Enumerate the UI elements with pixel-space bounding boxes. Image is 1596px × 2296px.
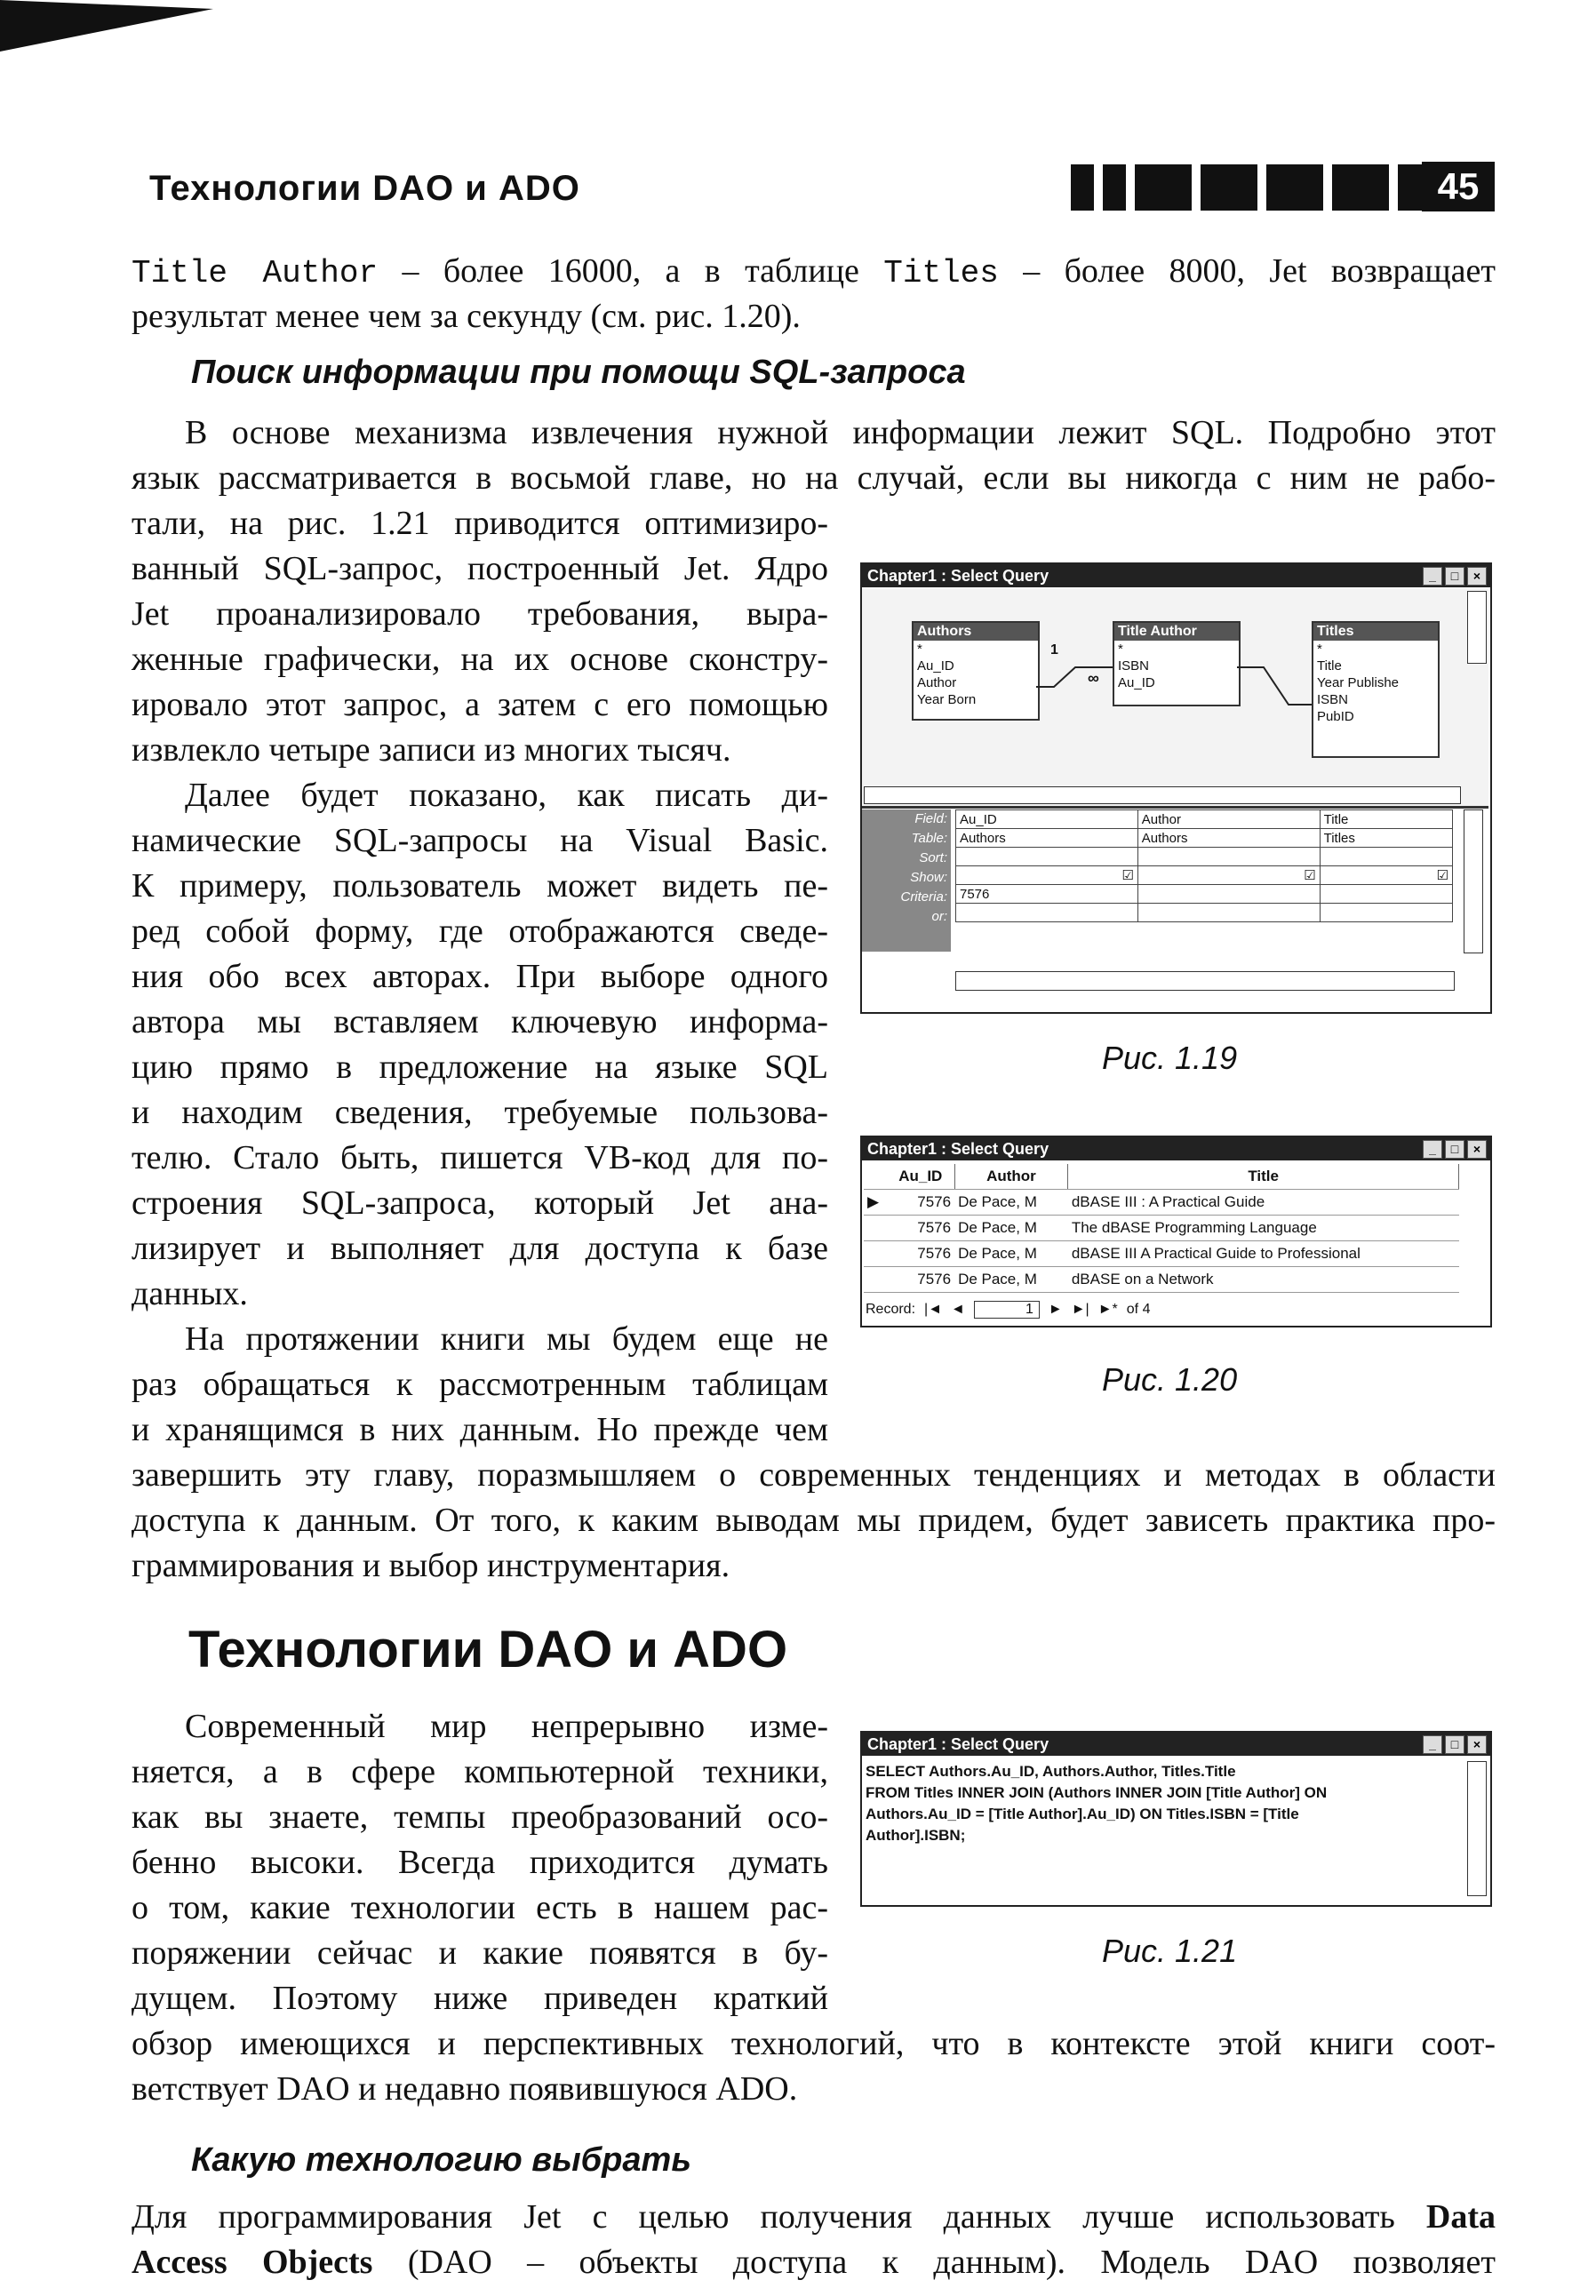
fig19-table-pane bbox=[862, 589, 1488, 809]
grid-cell[interactable]: Author bbox=[1137, 810, 1320, 829]
section1.col_lines-line: раз обращаться к рассмотренным таблицам bbox=[132, 1366, 828, 1403]
page-number: 45 bbox=[1422, 162, 1495, 211]
grid-vscroll[interactable] bbox=[1464, 809, 1483, 953]
sql-text-area[interactable] bbox=[866, 1761, 1452, 1846]
table-cell[interactable]: 7576 bbox=[887, 1267, 954, 1293]
section1.col_lines-line: Jet проанализировало требования, выра- bbox=[132, 595, 828, 633]
grid-row bbox=[956, 866, 1453, 885]
close-button[interactable]: × bbox=[1467, 1140, 1487, 1159]
table-title[interactable]: Title Author bbox=[1114, 623, 1239, 641]
grid-cell[interactable] bbox=[956, 848, 1138, 866]
sql-line: SELECT Authors.Au_ID, Authors.Author, Titles.Title bbox=[866, 1763, 1236, 1780]
section2.col_lines-line: няется, а в сфере компьютерной техники, bbox=[132, 1753, 828, 1790]
section-heading-choose: Какую технологию выбрать bbox=[191, 2141, 691, 2179]
fig21-titlebar[interactable] bbox=[862, 1733, 1490, 1756]
header-bars bbox=[1071, 164, 1455, 211]
grid-row bbox=[956, 810, 1453, 829]
section1.col_lines-line: ванный SQL-запрос, построенный Jet. Ядро bbox=[132, 550, 828, 587]
nav-prev-icon[interactable]: ◄ bbox=[951, 1302, 965, 1317]
section1.col_lines-line: ния обо всех авторах. При выборе одного bbox=[132, 958, 828, 995]
grid-cell[interactable] bbox=[1137, 904, 1320, 922]
running-title: Технологии DAO и ADO bbox=[149, 169, 580, 208]
section1.col_lines-line: автора мы вставляем ключевую информа- bbox=[132, 1003, 828, 1040]
sql-line: Authors.Au_ID = [Title Author].Au_ID) ON Titles.ISBN = [Title bbox=[866, 1806, 1299, 1822]
table-cell[interactable]: 7576 bbox=[887, 1216, 954, 1241]
table-field[interactable]: PubID bbox=[1317, 709, 1354, 724]
fig19-hscroll[interactable] bbox=[864, 786, 1461, 804]
column-header[interactable]: Author bbox=[954, 1164, 1068, 1190]
minimize-button[interactable]: _ bbox=[1423, 1735, 1442, 1754]
maximize-button[interactable]: □ bbox=[1445, 1140, 1464, 1159]
table-field[interactable]: * bbox=[1317, 642, 1322, 657]
grid-cell[interactable] bbox=[1320, 904, 1452, 922]
grid-cell[interactable]: Au_ID bbox=[956, 810, 1138, 829]
nav-next-icon[interactable]: ► bbox=[1048, 1302, 1063, 1317]
grid-cell[interactable] bbox=[1137, 885, 1320, 904]
table-row[interactable] bbox=[864, 1267, 1459, 1293]
grid-cell[interactable]: 7576 bbox=[956, 885, 1138, 904]
row-selector[interactable] bbox=[864, 1216, 887, 1241]
section2.col_lines-line: Современный мир непрерывно изме- bbox=[185, 1708, 828, 1745]
table-field[interactable]: Author bbox=[917, 675, 957, 690]
section2-tail-paragraph bbox=[132, 2021, 1496, 2112]
minimize-button[interactable]: _ bbox=[1423, 567, 1442, 586]
row-selector[interactable] bbox=[864, 1164, 887, 1190]
fig19-title: Chapter1 : Select Query bbox=[867, 566, 1049, 585]
grid-row-labels bbox=[862, 809, 951, 952]
section1-column-paragraph bbox=[132, 501, 828, 1453]
table-cell[interactable]: The dBASE Programming Language bbox=[1068, 1216, 1459, 1241]
section1.col_lines-line: лизирует и выполняет для доступа к базе bbox=[132, 1230, 828, 1267]
section1.col_lines-line: и находим сведения, требуемые пользова- bbox=[132, 1094, 828, 1131]
corner-mark bbox=[0, 0, 222, 53]
grid-cell[interactable] bbox=[1137, 848, 1320, 866]
section1.col_lines-line: намические SQL-запросы на Visual Basic. bbox=[132, 822, 828, 859]
column-header[interactable]: Au_ID bbox=[887, 1164, 954, 1190]
fig21-title: Chapter1 : Select Query bbox=[867, 1734, 1049, 1753]
fig19-vscroll[interactable] bbox=[1467, 591, 1487, 664]
minimize-button[interactable]: _ bbox=[1423, 1140, 1442, 1159]
maximize-button[interactable]: □ bbox=[1445, 567, 1464, 586]
record-count: of 4 bbox=[1126, 1302, 1151, 1317]
close-button[interactable]: × bbox=[1467, 1735, 1487, 1754]
section1.full_lines-line: язык рассматривается в восьмой главе, но на случай, если вы никогда с ним не рабо- bbox=[132, 459, 1496, 497]
grid-row-label: Criteria: bbox=[900, 889, 947, 905]
grid-cell[interactable]: ☑ bbox=[1137, 866, 1320, 885]
intro-paragraph bbox=[132, 249, 1496, 296]
fig20-titlebar[interactable] bbox=[862, 1137, 1490, 1160]
grid-cell[interactable]: ☑ bbox=[956, 866, 1138, 885]
section1.col_lines-line: строения SQL-запроса, который Jet ана- bbox=[132, 1184, 828, 1222]
table-field[interactable]: Au_ID bbox=[917, 658, 954, 674]
table-cell[interactable]: dBASE on a Network bbox=[1068, 1267, 1459, 1293]
section2.col_lines-line: дущем. Поэтому ниже приведен краткий bbox=[132, 1980, 828, 2017]
table-cell[interactable]: dBASE III : A Practical Guide bbox=[1068, 1190, 1459, 1216]
section1.col_lines-line: телю. Стало быть, пишется VB-код для по- bbox=[132, 1139, 828, 1176]
table-field[interactable]: * bbox=[1118, 642, 1123, 657]
section-heading-dao-ado: Технологии DAO и ADO bbox=[188, 1621, 788, 1678]
close-button[interactable]: × bbox=[1467, 567, 1487, 586]
query-grid[interactable] bbox=[955, 809, 1453, 922]
record-number[interactable]: 1 bbox=[974, 1301, 1040, 1319]
table-field[interactable]: Au_ID bbox=[1118, 675, 1155, 690]
section-heading-sql: Поиск информации при помощи SQL-запроса bbox=[191, 354, 966, 391]
table-row[interactable] bbox=[864, 1216, 1459, 1241]
nav-first-icon[interactable]: |◄ bbox=[924, 1302, 943, 1317]
fig20-datasheet-window[interactable] bbox=[860, 1136, 1492, 1327]
grid-cell[interactable]: Title bbox=[1320, 810, 1452, 829]
section1.tail_lines-line: завершить эту главу, поразмышляем о современных тенденциях и методах в области bbox=[132, 1456, 1496, 1494]
join-lines bbox=[862, 589, 1488, 806]
fig20-caption: Рис. 1.20 bbox=[1102, 1361, 1238, 1398]
grid-cell[interactable]: Authors bbox=[1137, 829, 1320, 848]
section1.col_lines-line: цию прямо в предложение на языке SQL bbox=[132, 1048, 828, 1086]
fig21-caption: Рис. 1.21 bbox=[1102, 1933, 1238, 1969]
section2-column-paragraph bbox=[132, 1704, 828, 2021]
nav-new-icon[interactable]: ►* bbox=[1097, 1302, 1118, 1317]
intro-line-2: результат менее чем за секунду (см. рис. 1.20). bbox=[132, 298, 801, 335]
section1.col_lines-line: ред собой форму, где отображаются сведе- bbox=[132, 913, 828, 950]
sql-line: Author].ISBN; bbox=[866, 1827, 966, 1844]
grid-row-label: Show: bbox=[910, 870, 947, 885]
table-field[interactable]: ISBN bbox=[1317, 692, 1349, 707]
section1.col_lines-line: К примеру, пользователь может видеть пе- bbox=[132, 867, 828, 905]
grid-cell[interactable] bbox=[956, 904, 1138, 922]
section1.tail_lines-line: граммирования и выбор инструментария. bbox=[132, 1547, 730, 1584]
table-row[interactable] bbox=[864, 1190, 1459, 1216]
table-row[interactable] bbox=[864, 1241, 1459, 1267]
section2.col_lines-line: бенно высоки. Всегда приходится думать bbox=[132, 1844, 828, 1881]
grid-cell[interactable]: ☑ bbox=[1320, 866, 1452, 885]
row-selector[interactable] bbox=[864, 1267, 887, 1293]
section1.col_lines-line: ировало этот запрос, а затем с его помощью bbox=[132, 686, 828, 723]
table-field[interactable]: Year Publishe bbox=[1317, 675, 1400, 690]
table-cell[interactable]: De Pace, M bbox=[954, 1216, 1068, 1241]
grid-hscroll[interactable] bbox=[955, 971, 1455, 991]
table-field[interactable]: ISBN bbox=[1118, 658, 1150, 674]
grid-cell[interactable]: Authors bbox=[956, 829, 1138, 848]
grid-row-label: Table: bbox=[911, 831, 947, 846]
section1.col_lines-line: извлекло четыре записи из многих тысяч. bbox=[132, 731, 731, 769]
table-cell[interactable]: 7576 bbox=[887, 1190, 954, 1216]
row-selector[interactable]: ▶ bbox=[864, 1190, 887, 1216]
table-cell[interactable]: 7576 bbox=[887, 1241, 954, 1267]
section1.col_lines-line: женные графически, на их основе сконстру- bbox=[132, 641, 828, 678]
record-navigator[interactable] bbox=[866, 1301, 1150, 1319]
grid-row bbox=[956, 848, 1453, 866]
section1.full_lines-line: В основе механизма извлечения нужной информации лежит SQL. Подробно этот bbox=[185, 414, 1496, 451]
section1.col_lines-line: На протяжении книги мы будем еще не bbox=[185, 1320, 828, 1358]
section2.tail_lines-line: обзор имеющихся и перспективных технологий, что в контексте этой книги соот- bbox=[132, 2025, 1496, 2062]
section1-tail-paragraph bbox=[132, 1453, 1496, 1589]
table-cell[interactable]: De Pace, M bbox=[954, 1267, 1068, 1293]
table-field[interactable]: Title bbox=[1317, 658, 1342, 674]
grid-row bbox=[956, 829, 1453, 848]
section3-paragraph: Для программирования Jet с целью получения данных лучше использовать Data Access Objects (DAO – объекты доступа к данным). Модель DAO позволяет bbox=[132, 2198, 1496, 2281]
section2.col_lines-line: о том, какие технологии есть в нашем рас- bbox=[132, 1889, 828, 1926]
table-field[interactable]: * bbox=[917, 642, 922, 657]
section1.tail_lines-line: доступа к данным. От того, к каким выводам мы придем, будет зависеть практика про- bbox=[132, 1502, 1496, 1539]
record-label: Record: bbox=[866, 1302, 916, 1317]
result-header-row bbox=[864, 1164, 1459, 1190]
table-title[interactable]: Titles bbox=[1313, 623, 1438, 641]
intro-line-1: Title Author – более 16000, а в таблице Titles – более 8000, Jet возвращает bbox=[132, 252, 1496, 291]
fig21-vscroll[interactable] bbox=[1467, 1761, 1487, 1896]
grid-row-label: Field: bbox=[914, 811, 947, 826]
section2.tail_lines-line: ветствует DAO и недавно появившуюся ADO. bbox=[132, 2070, 798, 2108]
fig19-titlebar[interactable] bbox=[862, 564, 1490, 587]
section1.col_lines-line: тали, на рис. 1.21 приводится оптимизиро- bbox=[132, 505, 828, 542]
grid-cell[interactable] bbox=[1320, 885, 1452, 904]
row-selector[interactable] bbox=[864, 1241, 887, 1267]
grid-row-label: or: bbox=[931, 909, 947, 924]
sql-line: FROM Titles INNER JOIN (Authors INNER JOIN [Title Author] ON bbox=[866, 1784, 1328, 1801]
section1.col_lines-line: и хранящимся в них данным. Но прежде чем bbox=[132, 1411, 828, 1448]
nav-last-icon[interactable]: ►| bbox=[1071, 1302, 1089, 1317]
table-title[interactable]: Authors bbox=[914, 623, 1038, 641]
column-header[interactable]: Title bbox=[1068, 1164, 1459, 1190]
grid-cell[interactable] bbox=[1320, 848, 1452, 866]
join-one-label: 1 bbox=[1050, 642, 1058, 658]
grid-row bbox=[956, 904, 1453, 922]
result-table[interactable] bbox=[864, 1164, 1459, 1293]
section2.col_lines-line: как вы знаете, темпы преобразований осо- bbox=[132, 1798, 828, 1836]
section1-full-paragraph bbox=[132, 411, 1496, 501]
table-cell[interactable]: De Pace, M bbox=[954, 1241, 1068, 1267]
table-cell[interactable]: dBASE III A Practical Guide to Professional bbox=[1068, 1241, 1459, 1267]
section1.col_lines-line: данных. bbox=[132, 1275, 248, 1312]
fig19-grid-pane bbox=[862, 809, 1488, 1010]
table-cell[interactable]: De Pace, M bbox=[954, 1190, 1068, 1216]
join-many-label: ∞ bbox=[1088, 669, 1099, 687]
section2.col_lines-line: поряжении сейчас и какие появятся в бу- bbox=[132, 1934, 828, 1972]
fig20-title: Chapter1 : Select Query bbox=[867, 1139, 1049, 1158]
grid-row-label: Sort: bbox=[919, 850, 947, 865]
fig19-caption: Рис. 1.19 bbox=[1102, 1040, 1238, 1076]
fig19-query-design-window[interactable] bbox=[860, 562, 1492, 1014]
maximize-button[interactable]: □ bbox=[1445, 1735, 1464, 1754]
fig21-sql-window[interactable] bbox=[860, 1731, 1492, 1907]
grid-row bbox=[956, 885, 1453, 904]
table-field[interactable]: Year Born bbox=[917, 692, 977, 707]
grid-cell[interactable]: Titles bbox=[1320, 829, 1452, 848]
section1.col_lines-line: Далее будет показано, как писать ди- bbox=[185, 777, 828, 814]
